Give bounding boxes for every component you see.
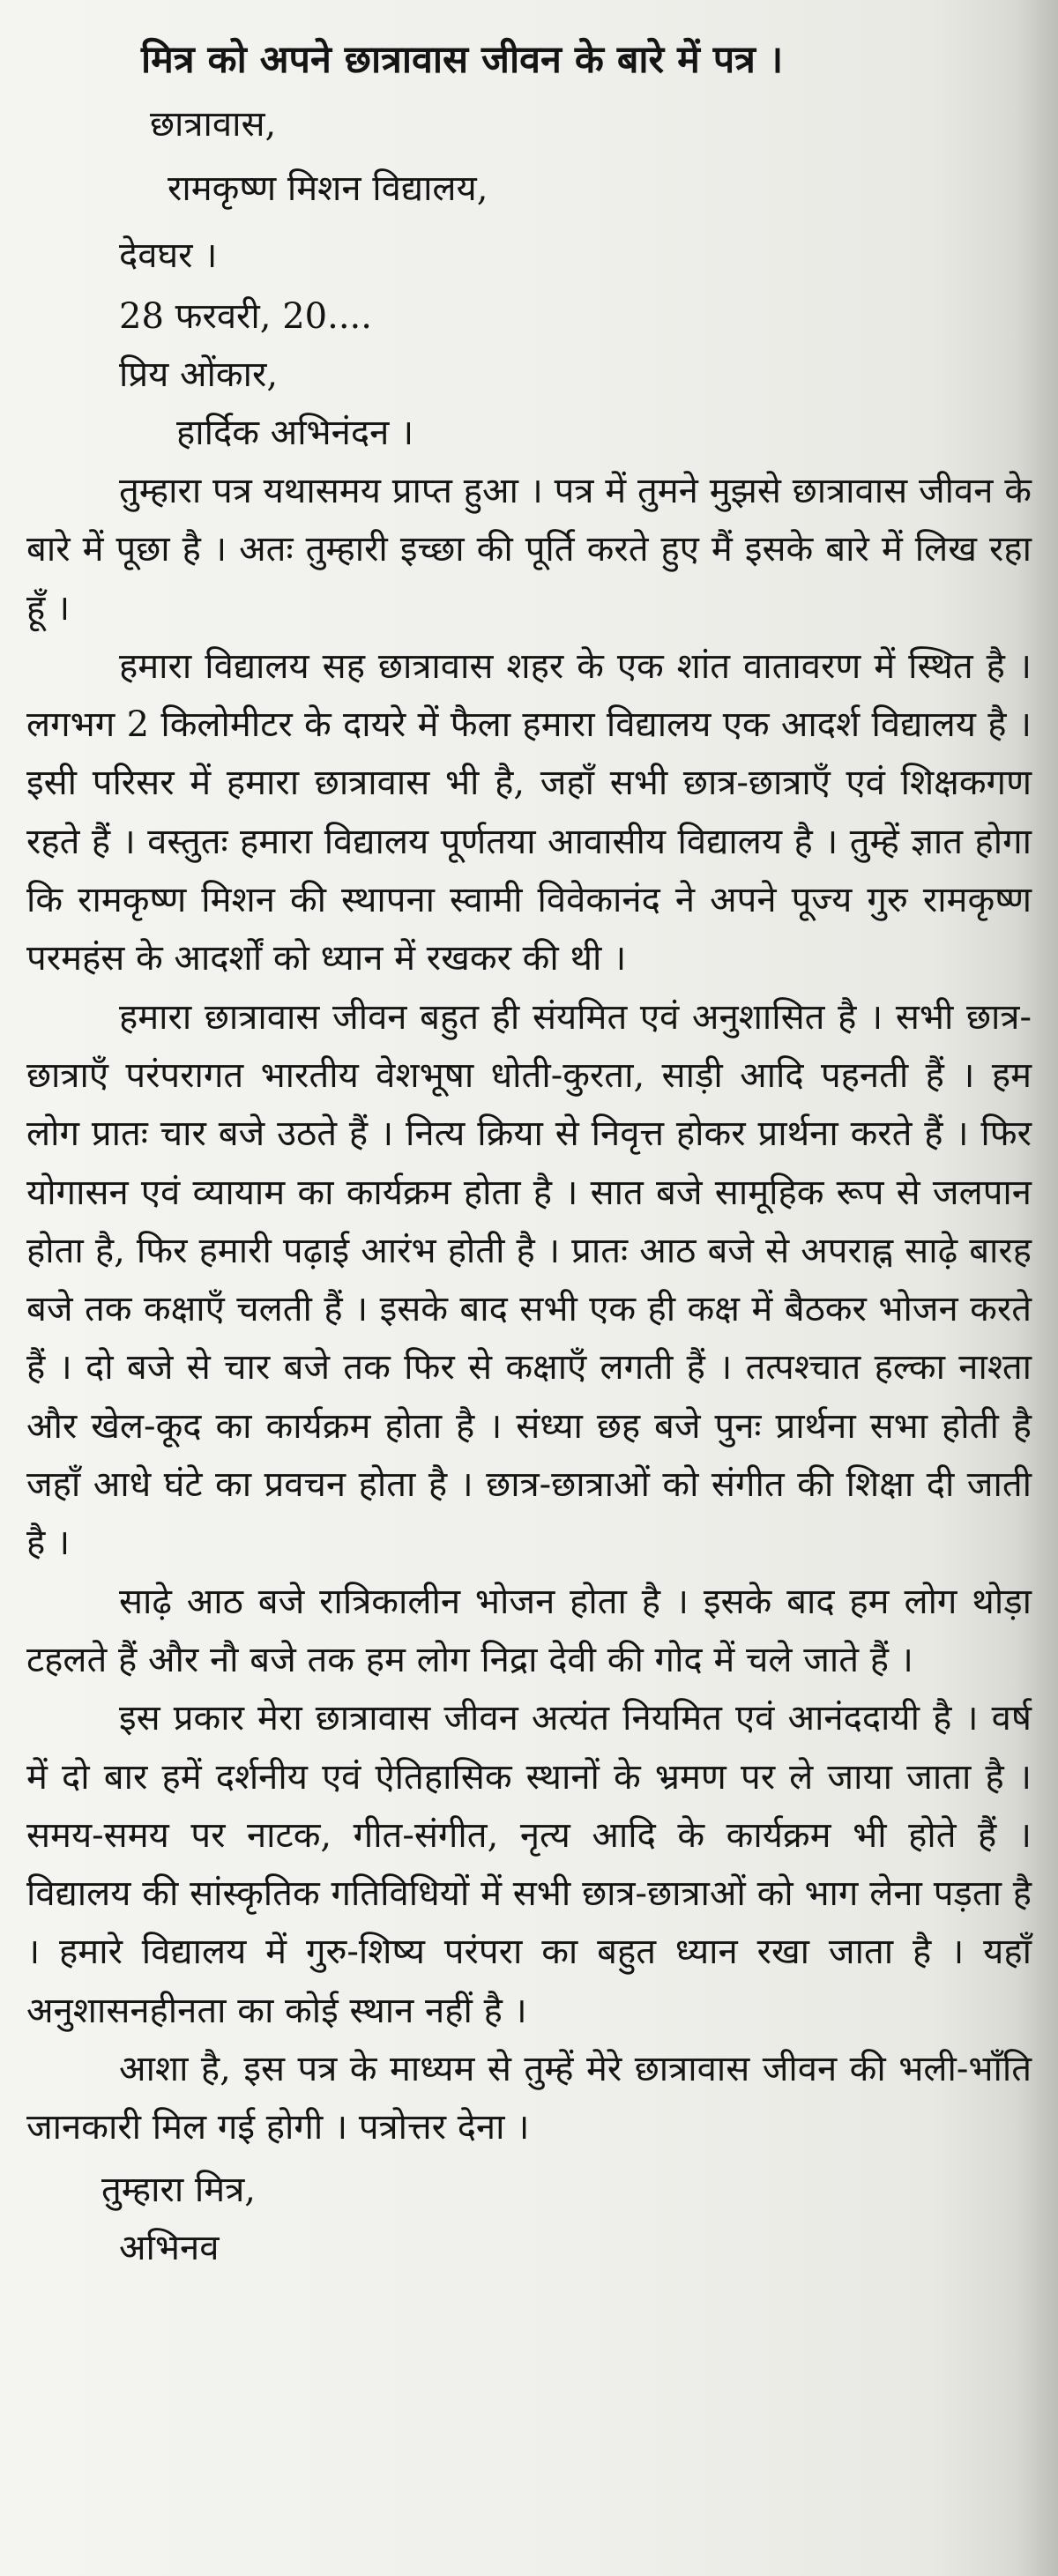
address-line-school: रामकृष्ण मिशन विद्यालय, xyxy=(168,168,488,209)
paragraph: साढ़े आठ बजे रात्रिकालीन भोजन होता है । इसके बाद हम लोग थोड़ा टहलते हैं और नौ बजे तक हम लोग निद्रा देवी की गोद में चले जाते हैं । xyxy=(26,1581,1032,1680)
paragraph: हमारा विद्यालय सह छात्रावास शहर के एक शांत वातावरण में स्थित है । लगभग 2 किलोमीटर के दायरे में फैला हमारा विद्यालय एक आदर्श विद्यालय है । इसी परिसर में हमारा छात्रावास भी है, जहाँ सभी छात्र-छात्राएँ एवं शिक्षकगण रहते हैं । वस्तुतः हमारा विद्यालय पूर्णतया आवासीय विद्यालय है । तुम्हें ज्ञात होगा कि रामकृष्ण मिशन की स्थापना स्वामी विवेकानंद ने अपने पूज्य गुरु रामकृष्ण परमहंस के आदर्शों को ध्यान में रखकर की थी । xyxy=(26,645,1032,979)
signature: अभिनव xyxy=(119,2227,220,2268)
paragraph: हमारा छात्रावास जीवन बहुत ही संयमित एवं अनुशासित है । सभी छात्र-छात्राएँ परंपरागत भारतीय वेशभूषा धोती-कुरता, साड़ी आदि पहनती हैं । हम लोग प्रातः चार बजे उठते हैं । नित्य क्रिया से निवृत्त होकर प्रार्थना करते हैं । फिर योगासन एवं व्यायाम का कार्यक्रम होता है । सात बजे सामूहिक रूप से जलपान होता है, फिर हमारी पढ़ाई आरंभ होती है । प्रातः आठ बजे से अपराह्न साढ़े बारह बजे तक कक्षाएँ चलती हैं । इसके बाद सभी एक ही कक्ष में बैठकर भोजन करते हैं । दो बजे से चार बजे तक फिर से कक्षाएँ लगती हैं । तत्पश्चात हल्का नाश्ता और खेल-कूद का कार्यक्रम होता है । संध्या छह बजे पुनः प्रार्थना सभा होती है जहाँ आधे घंटे का प्रवचन होता है । छात्र-छात्राओं को संगीत की शिक्षा दी जाती है । xyxy=(26,996,1032,1564)
letter-title: मित्र को अपने छात्रावास जीवन के बारे में पत्र । xyxy=(141,38,784,82)
closing: तुम्हारा मित्र, xyxy=(101,2169,256,2210)
address-line-city: देवघर । xyxy=(119,235,218,276)
paragraph: आशा है, इस पत्र के माध्यम से तुम्हें मेरे छात्रावास जीवन की भली-भाँति जानकारी मिल गई होगी । पत्रोत्तर देना । xyxy=(26,2049,1032,2148)
address-line-hostel: छात्रावास, xyxy=(150,104,277,145)
salutation: प्रिय ओंकार, xyxy=(119,354,279,395)
greeting: हार्दिक अभिनंदन । xyxy=(176,413,414,453)
letter-date: 28 फरवरी, 20.... xyxy=(119,296,372,337)
paragraph: तुम्हारा पत्र यथासमय प्राप्त हुआ । पत्र में तुमने मुझसे छात्रावास जीवन के बारे में पूछा है । अतः तुम्हारी इच्छा की पूर्ति करते हुए मैं इसके बारे में लिख रहा हूँ । xyxy=(26,471,1032,629)
paragraph: इस प्रकार मेरा छात्रावास जीवन अत्यंत नियमित एवं आनंददायी है । वर्ष में दो बार हमें दर्शनीय एवं ऐतिहासिक स्थानों के भ्रमण पर ले जाया जाता है । समय-समय पर नाटक, गीत-संगीत, नृत्य आदि के कार्यक्रम भी होते हैं । विद्यालय की सांस्कृतिक गतिविधियों में सभी छात्र-छात्राओं को भाग लेना पड़ता है । हमारे विद्यालय में गुरु-शिष्य परंपरा का बहुत ध्यान रखा जाता है । यहाँ अनुशासनहीनता का कोई स्थान नहीं है । xyxy=(26,1698,1032,2031)
